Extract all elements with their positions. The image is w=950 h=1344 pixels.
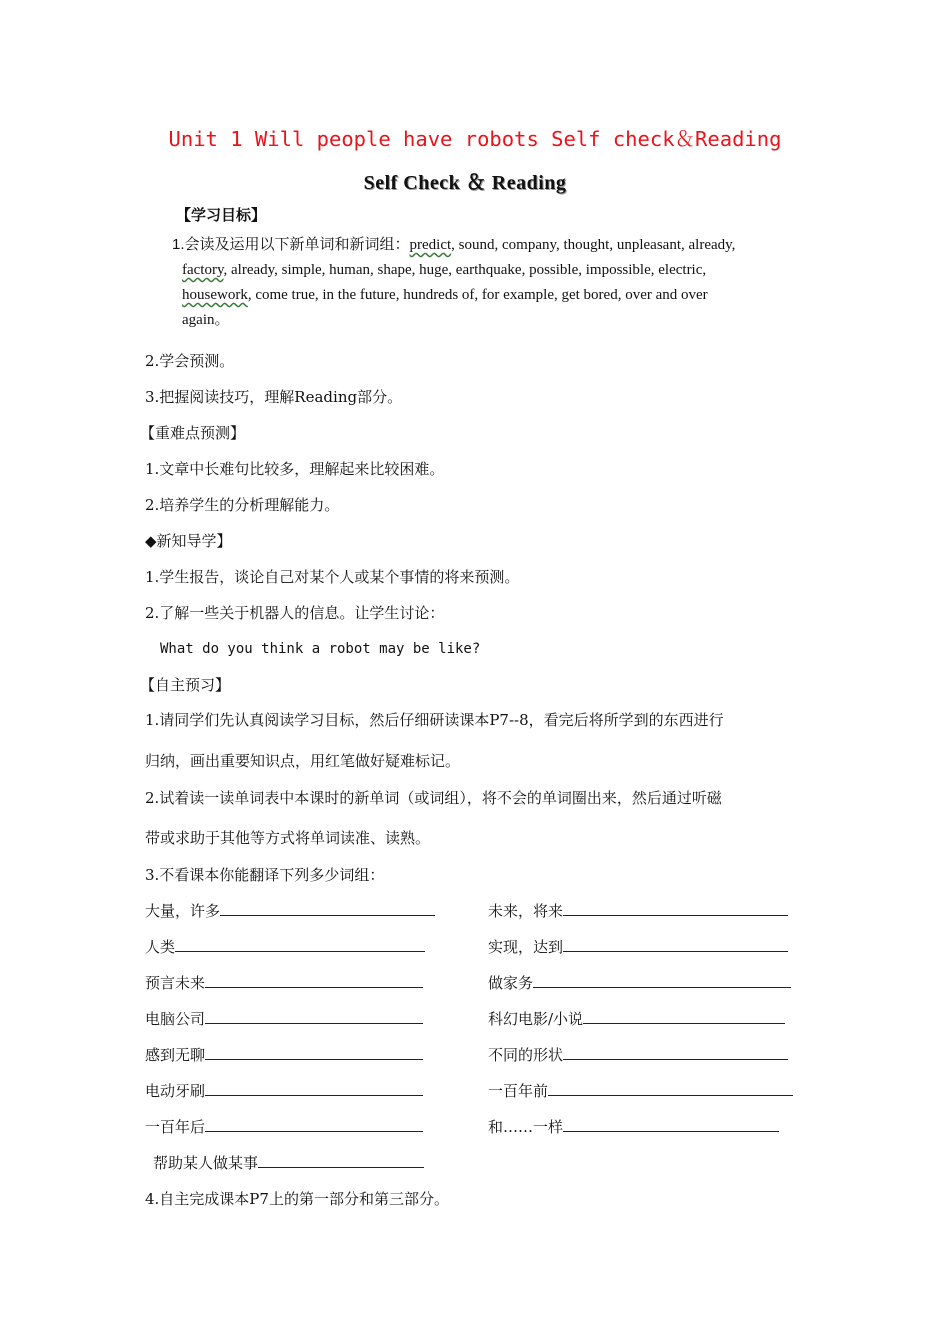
objectives-heading: 【学习目标】 bbox=[176, 207, 267, 224]
document-subtitle: Self Check ＆ Reading bbox=[363, 172, 567, 194]
difficulties-heading: 【重难点预测】 bbox=[140, 424, 246, 442]
objective-1-words-1: , sound, company, thought, unpleasant, already, bbox=[451, 237, 736, 253]
new-knowledge-heading: ◆新知导学】 bbox=[145, 532, 232, 550]
new-knowledge-1: 1.学生报告，谈论自己对某个人或某个事情的将来预测。 bbox=[145, 568, 520, 586]
preview-2-line-1: 2.试着读一读单词表中本课时的新单词（或词组），将不会的单词圈出来，然后通过听磁 bbox=[145, 789, 722, 807]
new-knowledge-2: 2.了解一些关于机器人的信息。让学生讨论： bbox=[145, 604, 445, 622]
objective-1-line-4: again。 bbox=[182, 312, 230, 328]
phrase-left-2-blank[interactable] bbox=[175, 937, 425, 952]
phrase-left-1-label: 大量，许多 bbox=[145, 902, 221, 920]
phrase-left-6 bbox=[145, 1081, 423, 1101]
objective-1-word-predict: predict bbox=[409, 237, 452, 253]
phrase-right-1-label: 未来，将来 bbox=[488, 902, 564, 920]
preview-heading: 【自主预习】 bbox=[140, 676, 231, 694]
preview-4: 4.自主完成课本P7上的第一部分和第三部分。 bbox=[145, 1190, 449, 1208]
phrase-right-7-blank[interactable] bbox=[563, 1117, 779, 1132]
phrase-left-5-label: 感到无聊 bbox=[145, 1046, 206, 1064]
phrase-last bbox=[153, 1153, 424, 1173]
document-title: Unit 1 Will people have robots Self check＆Reading bbox=[168, 127, 782, 151]
phrase-left-1 bbox=[145, 901, 435, 921]
preview-3: 3.不看课本你能翻译下列多少词组： bbox=[145, 866, 385, 884]
phrase-right-3-blank[interactable] bbox=[533, 973, 791, 988]
phrase-left-7-blank[interactable] bbox=[205, 1117, 423, 1132]
phrase-left-5-blank[interactable] bbox=[205, 1045, 423, 1060]
phrase-left-2 bbox=[145, 937, 425, 957]
phrase-left-3-blank[interactable] bbox=[205, 973, 423, 988]
phrase-right-5 bbox=[488, 1045, 788, 1065]
phrase-left-3-label: 预言未来 bbox=[145, 974, 206, 992]
objective-3: 3.把握阅读技巧，理解Reading部分。 bbox=[145, 388, 403, 406]
phrase-right-4 bbox=[488, 1009, 785, 1029]
phrase-left-6-label: 电动牙刷 bbox=[145, 1082, 206, 1100]
phrase-right-2-blank[interactable] bbox=[563, 937, 788, 952]
phrase-left-4 bbox=[145, 1009, 423, 1029]
objective-1 bbox=[172, 232, 812, 333]
phrase-right-2 bbox=[488, 937, 788, 957]
phrase-right-6 bbox=[488, 1081, 793, 1101]
phrase-right-1-blank[interactable] bbox=[563, 901, 788, 916]
difficulty-2: 2.培养学生的分析理解能力。 bbox=[145, 496, 340, 514]
phrase-right-6-blank[interactable] bbox=[548, 1081, 793, 1096]
new-knowledge-question: What do you think a robot may be like? bbox=[160, 641, 481, 657]
phrase-right-5-label: 不同的形状 bbox=[488, 1046, 564, 1064]
objective-1-line-2 bbox=[182, 258, 812, 283]
phrase-right-1 bbox=[488, 901, 788, 921]
phrase-right-3 bbox=[488, 973, 791, 993]
objective-1-words-3: , come true, in the future, hundreds of, for example, get bored, over and over bbox=[247, 287, 708, 303]
objective-2: 2.学会预测。 bbox=[145, 352, 235, 370]
preview-1-line-2: 归纳，画出重要知识点，用红笔做好疑难标记。 bbox=[145, 752, 461, 770]
phrase-last-label: 帮助某人做某事 bbox=[153, 1154, 259, 1172]
objective-1-words-2: , already, simple, human, shape, huge, earthquake, possible, impossible, electric, bbox=[223, 262, 707, 278]
objective-1-prefix: 1.会读及运用以下新单词和新词组： bbox=[172, 236, 410, 253]
objective-1-line-1 bbox=[172, 232, 812, 258]
phrase-right-5-blank[interactable] bbox=[563, 1045, 788, 1060]
preview-2-line-2: 带或求助于其他等方式将单词读准、读熟。 bbox=[145, 829, 431, 847]
difficulty-1: 1.文章中长难句比较多，理解起来比较困难。 bbox=[145, 460, 445, 478]
phrase-right-7 bbox=[488, 1117, 779, 1137]
phrase-left-7 bbox=[145, 1117, 423, 1137]
phrase-right-7-label: 和……一样 bbox=[488, 1118, 564, 1136]
phrase-right-2-label: 实现，达到 bbox=[488, 938, 564, 956]
phrase-left-5 bbox=[145, 1045, 423, 1065]
objective-1-word-factory: factory bbox=[182, 262, 224, 278]
phrase-left-4-blank[interactable] bbox=[205, 1009, 423, 1024]
phrase-left-1-blank[interactable] bbox=[220, 901, 435, 916]
preview-1-line-1: 1.请同学们先认真阅读学习目标，然后仔细研读课本P7--8，看完后将所学到的东西进行 bbox=[145, 711, 724, 729]
phrase-right-4-blank[interactable] bbox=[583, 1009, 785, 1024]
phrase-right-3-label: 做家务 bbox=[488, 974, 534, 992]
phrase-right-4-label: 科幻电影/小说 bbox=[488, 1010, 584, 1028]
phrase-left-6-blank[interactable] bbox=[205, 1081, 423, 1096]
objective-1-line-3 bbox=[182, 283, 812, 308]
phrase-last-blank[interactable] bbox=[258, 1153, 424, 1168]
phrase-left-3 bbox=[145, 973, 423, 993]
phrase-left-7-label: 一百年后 bbox=[145, 1118, 206, 1136]
phrase-right-6-label: 一百年前 bbox=[488, 1082, 549, 1100]
objective-1-word-housework: housework bbox=[182, 287, 248, 303]
phrase-left-2-label: 人类 bbox=[145, 938, 176, 956]
phrase-left-4-label: 电脑公司 bbox=[145, 1010, 206, 1028]
